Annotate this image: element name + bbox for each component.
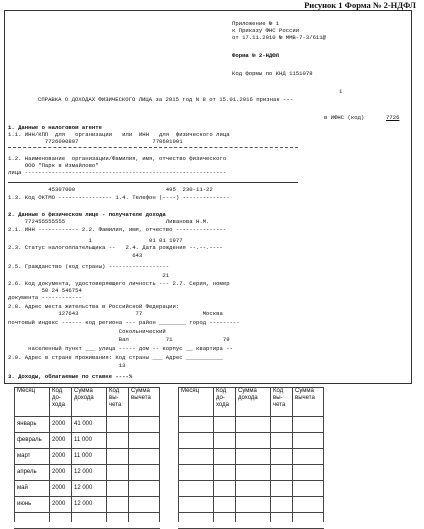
- s2-address-label-1: почтовый индекс ------ код региона --- район ________ город ---------: [8, 319, 240, 326]
- cell-month: июнь: [15, 497, 50, 513]
- s2-status-dob-label: 2.3. Статус налогоплательщика -- 2.4. Дата рождения --.--.----: [8, 244, 223, 251]
- table-row: [15, 433, 160, 449]
- cell-month: январь: [15, 417, 50, 433]
- cell-income-code: 2000: [50, 497, 72, 513]
- ifns-label: в ИФНС (код): [324, 114, 365, 121]
- figure-caption: Рисунок 1 Форма № 2-НДФЛ: [304, 0, 416, 10]
- s2-address-values-1: 127643 77 Москва: [8, 310, 223, 317]
- cell-deduction-amount: [129, 481, 160, 497]
- s2-address-values-2: Вал 71 79: [8, 336, 230, 343]
- cell-deduction-code: [107, 433, 129, 449]
- s2-status-dob-values: 1 01 01 1977: [8, 237, 183, 244]
- cell-month: май: [15, 481, 50, 497]
- table-row: [179, 417, 324, 433]
- table-header-row: [179, 388, 324, 417]
- table-row: [15, 449, 160, 465]
- section-3-heading: 3. Доходы, облагаемые по ставке ----%: [8, 373, 133, 380]
- cell-deduction-amount: [129, 449, 160, 465]
- cell-deduction-amount: [129, 433, 160, 449]
- cell-income-amount: 12 000: [72, 497, 107, 513]
- s2-citizenship-value: 643: [8, 252, 143, 259]
- col-income-code: Код до-хода: [214, 388, 236, 417]
- col-income-amount: Сумма дохода: [72, 388, 107, 417]
- form-name: Форма № 2-НДФЛ: [232, 52, 279, 59]
- cell-deduction-amount: [129, 417, 160, 433]
- s1-inn-kpp-value: 7726090807 770601001: [8, 138, 183, 145]
- s1-name-label: 1.2. Наименование организации/Фамилия, имя, отчество физического: [8, 155, 227, 162]
- page-bottom-edge: [0, 522, 424, 528]
- cell-income-code: 2000: [50, 465, 72, 481]
- table-row: [179, 449, 324, 465]
- s2-foreign-address-label: 2.9. Адрес в стране проживания: Код страны ___ Адрес ___________: [8, 354, 223, 361]
- appendix-line-1: Приложение № 1: [232, 20, 279, 27]
- s2-address-heading: 2.8. Адрес места жительства в Российской Федерации:: [8, 303, 180, 310]
- col-income-code: Код до-хода: [50, 388, 72, 417]
- s2-address-label-2: населенный пункт ___ улица ----- дом -- корпус __ квартира --: [8, 345, 233, 352]
- table-row: [15, 497, 160, 513]
- table-row: [15, 465, 160, 481]
- cell-deduction-amount: [129, 465, 160, 481]
- cell-income-amount: 11 000: [72, 433, 107, 449]
- col-deduction-amount: Сумма вычета: [129, 388, 160, 417]
- cell-month: февраль: [15, 433, 50, 449]
- col-deduction-code: Код вы-чета: [271, 388, 293, 417]
- s2-inn-name-label: 2.1. ИНН ------------ 2.2. Фамилия, имя, отчество ---------------: [8, 226, 227, 233]
- table-row: [179, 465, 324, 481]
- appendix-line-2: к Приказу ФНС России: [232, 27, 300, 34]
- cell-income-amount: 11 000: [72, 449, 107, 465]
- knd-code: Код формы по КНД 1151078: [232, 70, 313, 77]
- s1-name-value: ООО "Парк в Измайлово": [8, 162, 99, 169]
- s1-oktmo-phone-values: 45307000 495 230-11-22: [8, 186, 213, 193]
- table-row: [15, 417, 160, 433]
- s1-divider: [8, 147, 298, 148]
- cell-month: март: [15, 449, 50, 465]
- table-row: [179, 433, 324, 449]
- section-2-heading: 2. Данные о физическом лице - получателе дохода: [8, 211, 166, 218]
- table-row: [179, 497, 324, 513]
- s2-doc-label-cont: документа ------------: [8, 294, 82, 301]
- appendix-line-3: от 17.11.2010 № ММВ-7-3/611@: [232, 34, 326, 41]
- cell-deduction-code: [107, 449, 129, 465]
- cell-income-amount: 12 000: [72, 481, 107, 497]
- cell-income-code: 2000: [50, 417, 72, 433]
- certificate-title: СПРАВКА О ДОХОДАХ ФИЗИЧЕСКОГО ЛИЦА за 2015 год N 8 от 15.01.2016 признак ---: [38, 96, 294, 103]
- ifns-code: 7726: [386, 114, 400, 121]
- col-deduction-code: Код вы-чета: [107, 388, 129, 417]
- income-table-left: [14, 387, 160, 529]
- cell-income-amount: 12 000: [72, 465, 107, 481]
- s2-doc-code-value: 21: [8, 272, 170, 279]
- cell-income-code: 2000: [50, 433, 72, 449]
- cell-deduction-code: [107, 417, 129, 433]
- col-month: Месяц: [179, 388, 214, 417]
- table-row: [179, 481, 324, 497]
- s1-inn-kpp-label: 1.1. ИНН/КПП для организации или ИНН для физического лица: [8, 131, 230, 138]
- cell-income-code: 2000: [50, 449, 72, 465]
- col-deduction-amount: Сумма вычета: [293, 388, 324, 417]
- col-month: Месяц: [15, 388, 50, 417]
- s1-rule: [8, 182, 298, 183]
- table-row: [15, 481, 160, 497]
- income-table-right: [178, 387, 324, 529]
- s2-inn-name-values: 772455555555 Ливанова Н.М.: [8, 218, 210, 225]
- cell-deduction-amount: [129, 497, 160, 513]
- cell-month: апрель: [15, 465, 50, 481]
- s2-doc-series-value: 50 24 546754: [8, 287, 82, 294]
- cell-deduction-code: [107, 481, 129, 497]
- section-1-heading: 1. Данные о налоговом агенте: [8, 124, 102, 131]
- s1-oktmo-phone-label: 1.3. Код ОКТМО ---------------- 1.4. Телефон (----) --------------: [8, 194, 230, 201]
- cell-income-amount: 41 000: [72, 417, 107, 433]
- cell-deduction-code: [107, 465, 129, 481]
- cell-deduction-code: [107, 497, 129, 513]
- col-income-amount: Сумма дохода: [236, 388, 271, 417]
- s2-citizenship-label: 2.5. Гражданство (код страны) ------------------: [8, 263, 170, 270]
- s2-address-street-name: Сокольнический: [8, 328, 166, 335]
- s2-foreign-address-value: 13: [8, 362, 126, 369]
- s1-name-label-cont: лица ------------------------------------------------------------: [8, 169, 227, 176]
- table-header-row: [15, 388, 160, 417]
- s2-doc-label: 2.6. Код документа, удостоверяющего личность --- 2.7. Серия, номер: [8, 280, 230, 287]
- page-number: 1: [339, 88, 343, 95]
- cell-income-code: 2000: [50, 481, 72, 497]
